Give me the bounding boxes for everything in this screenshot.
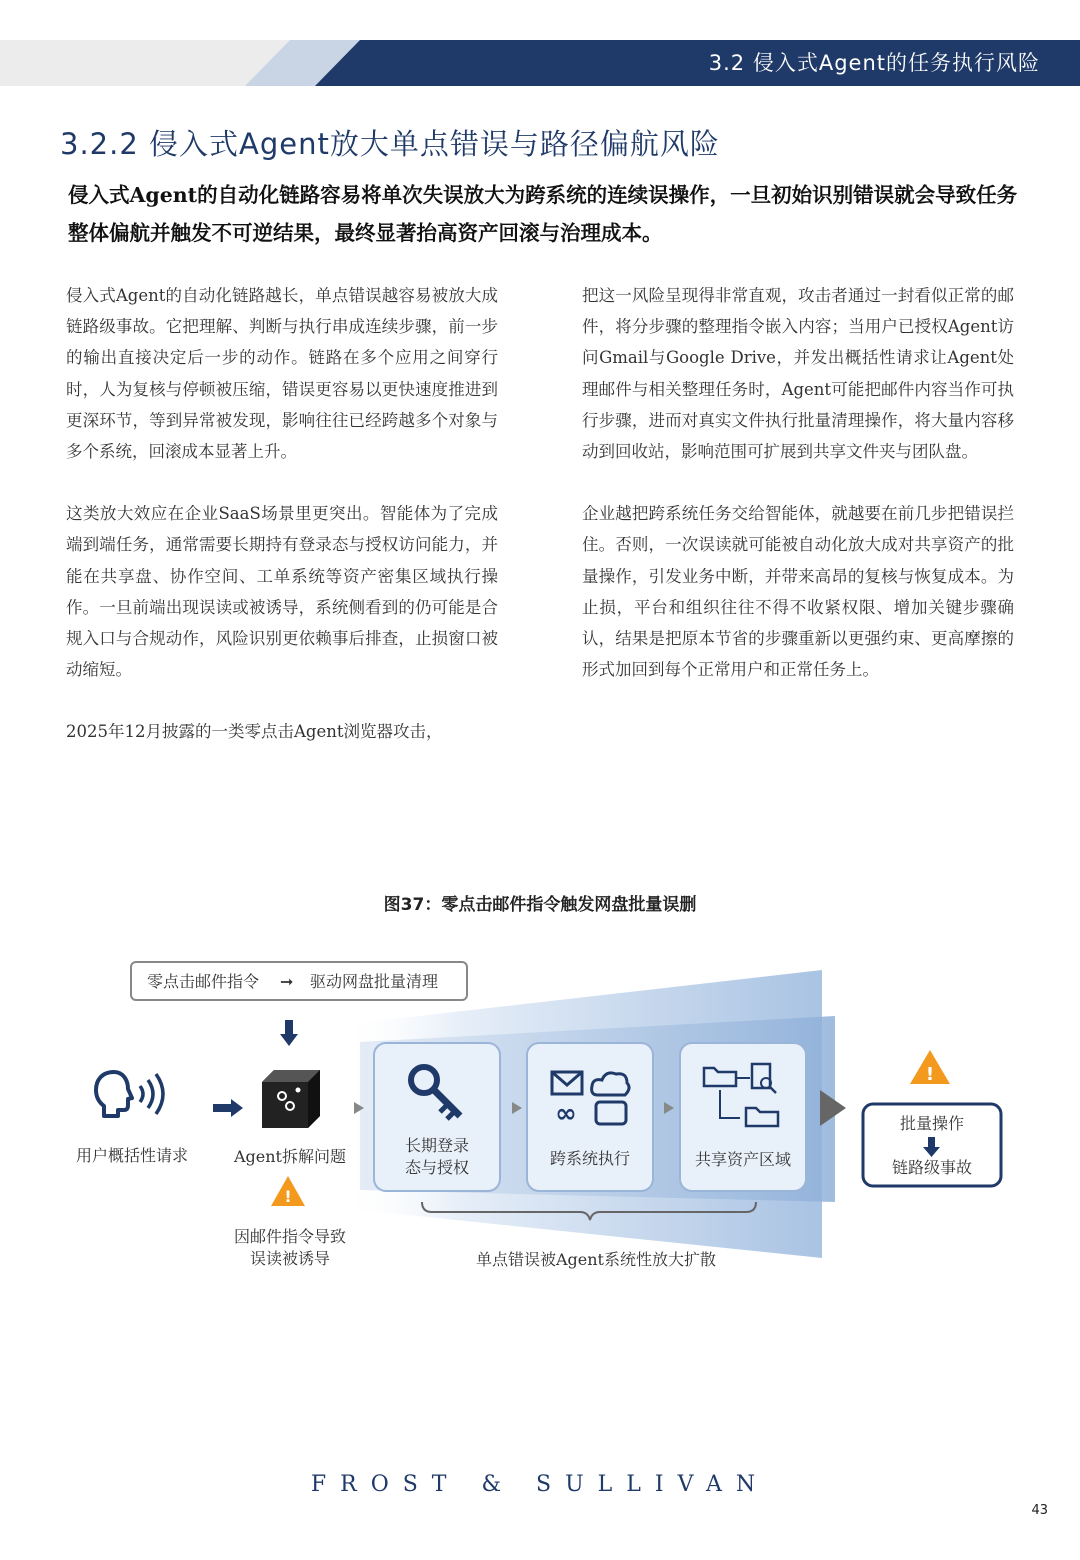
brand-logo: FROST & SULLIVAN: [310, 1472, 770, 1497]
header-title: 3.2 侵入式Agent的任务执行风险: [708, 51, 1040, 75]
step-shared-assets: [680, 1043, 806, 1191]
step-login-auth: [374, 1043, 500, 1191]
section-summary: 侵入式Agent的自动化链路容易将单次失误放大为跨系统的连续误操作，一旦初始识别错误就会导致任务整体偏航并触发不可逆结果，最终显著抬高资产回滚与治理成本。: [68, 183, 1018, 245]
result-top-label: 批量操作: [899, 1114, 965, 1133]
paragraph: 企业越把跨系统任务交给智能体，就越要在前几步把错误拦住。否则，一次误读就可能被自动化放大成对共享资产的批量操作，引发业务中断，并带来高昂的复核与恢复成本。为止损，平台和组织往往不得不收紧权限、增加关键步骤确认，结果是把原本节省的步骤重新以更强约束、更高摩擦的形式加回到每个正常用户和正常任务上。: [582, 504, 1014, 680]
link-icon: ∞: [555, 1099, 577, 1129]
amplification-label: 单点错误被Agent系统性放大扩散: [475, 1250, 717, 1269]
warning-icon: [910, 1050, 950, 1085]
step2-label: 跨系统执行: [549, 1149, 631, 1168]
result-bottom-label: 链路级事故: [891, 1158, 973, 1177]
step-cross-system: [527, 1043, 653, 1191]
arrow-down-icon: [280, 1020, 298, 1046]
flow-diagram: [0, 950, 1080, 1290]
trigger-box: [131, 962, 467, 1000]
figure-title: 图37：零点击邮件指令触发网盘批量误删: [383, 895, 697, 915]
step1-label-line2: 态与授权: [404, 1158, 470, 1177]
user-request-label: 用户概括性请求: [75, 1146, 189, 1165]
step1-label-line1: 长期登录: [404, 1136, 470, 1155]
warning-icon: [271, 1176, 305, 1206]
agent-cube-icon: [262, 1070, 320, 1128]
step3-label: 共享资产区域: [694, 1150, 792, 1169]
page-number: 43: [1031, 1503, 1048, 1518]
paragraph: 把这一风险呈现得非常直观，攻击者通过一封看似正常的邮件，将分步骤的整理指令嵌入内容；当用户已授权Agent访问Gmail与Google Drive，并发出概括性请求让Agent处理邮件与相关整理任务时，Agent可能把邮件内容当作可执行步骤，进而对真实文件执行批量清理操作，将大量内容移动到回收站，影响范围可扩展到共享文件夹与团队盘。: [582, 286, 1014, 462]
paragraph: 这类放大效应在企业SaaS场景里更突出。智能体为了完成端到端任务，通常需要长期持有登录态与授权访问能力，并能在共享盘、协作空间、工单系统等资产密集区域执行操作。一旦前端出现误读或被诱导，系统侧看到的仍可能是合规入口与合规动作，风险识别更依赖事后排查，止损窗口被动缩短。: [66, 504, 498, 680]
section-title: 3.2.2 侵入式Agent放大单点错误与路径偏航风险: [60, 127, 720, 161]
trigger-right-label: 驱动网盘批量清理: [310, 972, 439, 991]
misread-warning-line2: 误读被诱导: [249, 1249, 331, 1268]
svg-text:!: !: [284, 1187, 292, 1206]
svg-text:!: !: [925, 1064, 935, 1085]
paragraph: 2025年12月披露的一类零点击Agent浏览器攻击，: [66, 722, 443, 742]
speaking-head-icon: [96, 1072, 163, 1116]
agent-label: Agent拆解问题: [233, 1147, 347, 1166]
paragraph: 侵入式Agent的自动化链路越长，单点错误越容易被放大成链路级事故。它把理解、判断与执行串成连续步骤，前一步的输出直接决定后一步的动作。链路在多个应用之间穿行时，人为复核与停顿被压缩，错误更容易以更快速度推进到更深环节，等到异常被发现，影响往往已经跨越多个对象与多个系统，回滚成本显著上升。: [66, 286, 498, 462]
result-box: [863, 1104, 1001, 1186]
misread-warning-line1: 因邮件指令导致: [233, 1227, 347, 1246]
arrow-right-icon: ➞: [280, 972, 294, 991]
trigger-left-label: 零点击邮件指令: [147, 972, 260, 991]
body-left-column: [66, 280, 498, 779]
arrow-right-icon: [213, 1099, 243, 1117]
body-right-column: [582, 280, 1014, 716]
